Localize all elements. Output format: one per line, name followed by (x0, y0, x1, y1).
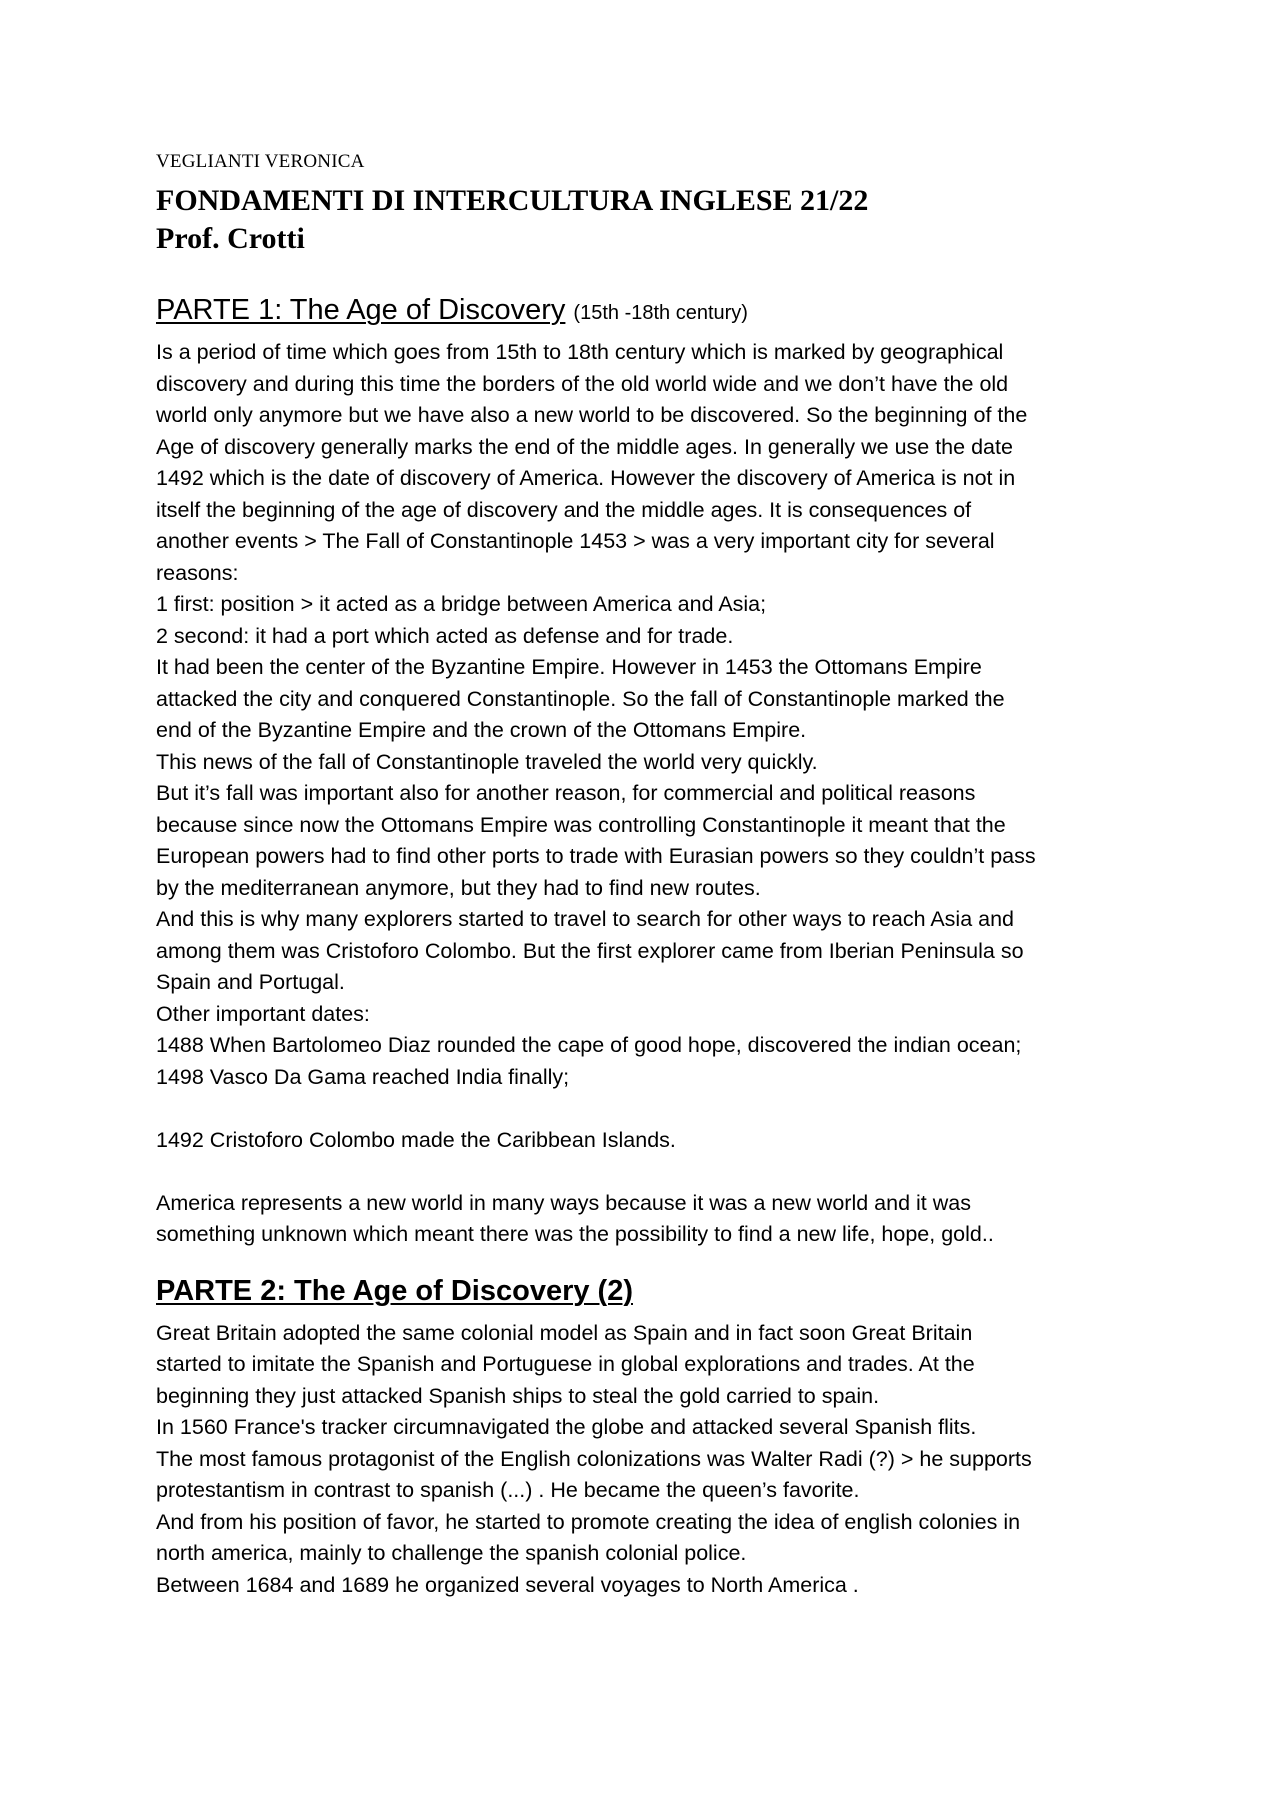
text-line: among them was Cristoforo Colombo. But the first explorer came from Iberian Peninsula so (156, 938, 1024, 963)
section-1-subtitle: (15th -18th century) (573, 302, 748, 324)
text-line: another events > The Fall of Constantinople 1453 > was a very important city for several (156, 529, 995, 553)
text-line: In 1560 France's tracker circumnavigated the globe and attacked several Spanish flits. (156, 1415, 977, 1439)
text-line: Spain and Portugal. (156, 970, 345, 994)
text-line: It had been the center of the Byzantine Empire. However in 1453 the Ottomans Empire (156, 655, 982, 679)
section-parte-2 (156, 1273, 1136, 1602)
section-2-heading (156, 1273, 1136, 1314)
blank-line (156, 1156, 1136, 1188)
text-line: Great Britain adopted the same colonial model as Spain and in fact soon Great Britain (156, 1320, 973, 1345)
text-line: The most famous protagonist of the English colonizations was Walter Radi (?) > he supports (156, 1446, 1032, 1471)
text-line: America represents a new world in many ways because it was a new world and it was (156, 1190, 971, 1215)
text-line: European powers had to find other ports to trade with Eurasian powers so they couldn’t pass (156, 844, 1036, 868)
text-line: 1488 When Bartolomeo Diaz rounded the cape of good hope, discovered the indian ocean; (156, 1033, 1022, 1057)
section-1-title: PARTE 1: The Age of Discovery (156, 294, 566, 326)
text-line: Age of discovery generally marks the end of the middle ages. In generally we use the date (156, 434, 1013, 459)
text-line: discovery and during this time the borders of the old world wide and we don’t have the old (156, 371, 1009, 396)
text-line: 1498 Vasco Da Gama reached India finally; (156, 1064, 570, 1089)
text-line: because since now the Ottomans Empire was controlling Constantinople it meant that the (156, 812, 1006, 837)
text-line: And this is why many explorers started to travel to search for other ways to reach Asia and (156, 907, 1015, 931)
text-line: But it’s fall was important also for another reason, for commercial and political reasons (156, 781, 976, 805)
text-line: end of the Byzantine Empire and the crown of the Ottomans Empire. (156, 718, 807, 742)
text-line: something unknown which meant there was the possibility to find a new life, hope, gold.. (156, 1222, 994, 1246)
text-line: Is a period of time which goes from 15th to 18th century which is marked by geographical (156, 340, 1004, 364)
section-1-heading (156, 292, 1136, 333)
course-title: FONDAMENTI DI INTERCULTURA INGLESE 21/22 (156, 184, 869, 217)
text-line: itself the beginning of the age of discovery and the middle ages. It is consequences of (156, 497, 972, 522)
text-line: Other important dates: (156, 1001, 370, 1026)
text-line: world only anymore but we have also a new world to be discovered. So the beginning of the (156, 403, 1028, 427)
section-2-body (156, 1318, 1136, 1602)
document-page (156, 150, 1136, 1601)
section-1-body (156, 337, 1136, 1251)
text-line: north america, mainly to challenge the spanish colonial police. (156, 1541, 747, 1565)
section-2-title: PARTE 2: The Age of Discovery (2) (156, 1274, 633, 1307)
text-line: by the mediterranean anymore, but they had to find new routes. (156, 875, 761, 900)
text-line: 1 first: position > it acted as a bridge between America and Asia; (156, 592, 767, 616)
text-line: 1492 Cristoforo Colombo made the Caribbean Islands. (156, 1127, 676, 1152)
text-line: beginning they just attacked Spanish ships to steal the gold carried to spain. (156, 1383, 880, 1408)
section-parte-1 (156, 292, 1136, 1251)
text-line: attacked the city and conquered Constantinople. So the fall of Constantinople marked the (156, 686, 1005, 711)
text-line: reasons: (156, 560, 239, 585)
text-line: This news of the fall of Constantinople traveled the world very quickly. (156, 749, 818, 774)
text-line: 1492 which is the date of discovery of America. However the discovery of America is not in (156, 466, 1016, 490)
text-line: 2 second: it had a port which acted as defense and for trade. (156, 623, 734, 648)
text-line: Between 1684 and 1689 he organized several voyages to North America . (156, 1572, 859, 1597)
professor-name: Prof. Crotti (156, 222, 305, 255)
author-name: VEGLIANTI VERONICA (156, 151, 365, 172)
text-line: protestantism in contrast to spanish (...) . He became the queen’s favorite. (156, 1478, 860, 1502)
blank-line (156, 1093, 1136, 1125)
text-line: And from his position of favor, he started to promote creating the idea of english colonies in (156, 1509, 1021, 1534)
text-line: started to imitate the Spanish and Portuguese in global explorations and trades. At the (156, 1352, 975, 1376)
